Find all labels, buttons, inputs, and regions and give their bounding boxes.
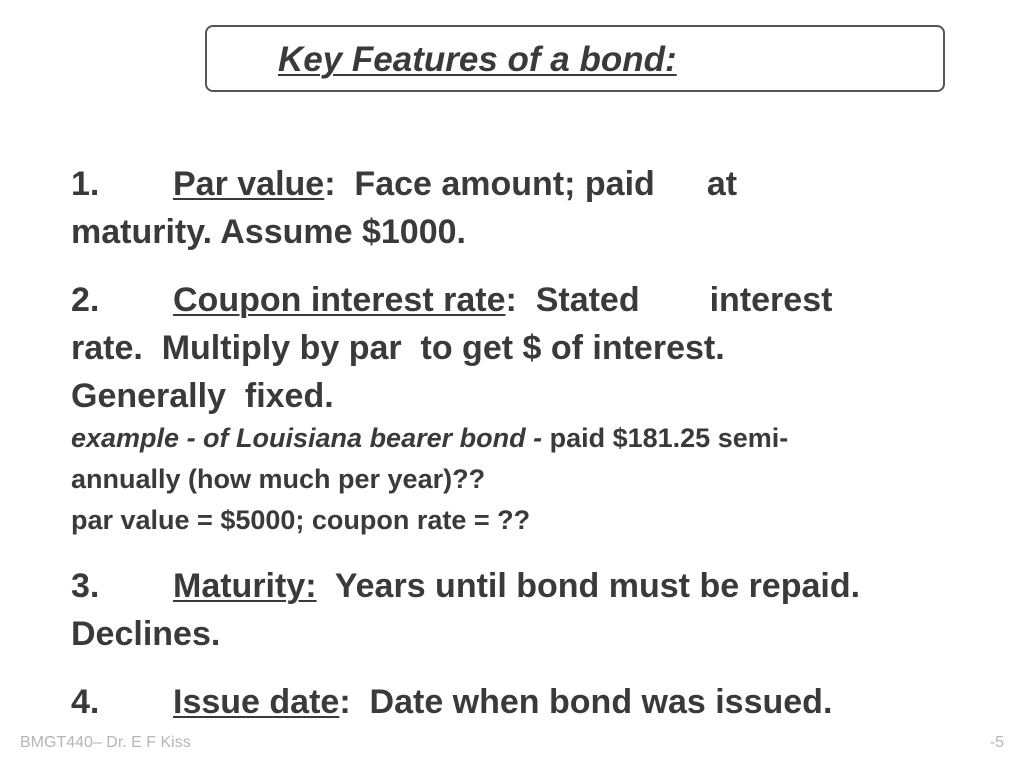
item-text: Years until bond must be repaid. xyxy=(316,567,861,605)
feature-item-coupon-rate xyxy=(71,276,986,420)
item-term: Maturity: xyxy=(173,567,317,605)
example-lead: example - of Louisiana bearer bond - xyxy=(71,423,543,453)
item-text-end: interest xyxy=(709,281,833,319)
example-line xyxy=(71,418,991,459)
feature-line xyxy=(71,276,986,324)
feature-item-maturity xyxy=(71,562,986,658)
example-line: par value = $5000; coupon rate = ?? xyxy=(71,505,531,535)
item-number: 4. xyxy=(71,683,100,721)
item-text: : Date when bond was issued. xyxy=(339,683,833,721)
bond-example xyxy=(71,418,991,541)
example-rest: paid $181.25 semi- xyxy=(542,423,789,453)
item-term: Issue date xyxy=(173,683,340,721)
feature-line xyxy=(71,562,986,610)
item-number: 3. xyxy=(71,567,100,605)
footer-course-label: BMGT440– Dr. E F Kiss xyxy=(20,734,191,751)
feature-line: Declines. xyxy=(71,615,221,653)
feature-line: rate. Multiply by par to get $ of interest. xyxy=(71,329,725,367)
feature-item-par-value xyxy=(71,160,986,256)
item-term: Coupon interest rate xyxy=(173,281,506,319)
example-line: annually (how much per year)?? xyxy=(71,464,486,494)
item-text: : Face amount; paid xyxy=(324,165,655,203)
item-number: 1. xyxy=(71,165,100,203)
feature-item-issue-date xyxy=(71,678,986,726)
feature-line xyxy=(71,160,986,208)
item-number: 2. xyxy=(71,281,100,319)
feature-line: Generally fixed. xyxy=(71,377,334,415)
feature-line: maturity. Assume $1000. xyxy=(71,213,466,251)
slide-title: Key Features of a bond: xyxy=(278,40,677,79)
feature-line xyxy=(71,678,986,726)
footer-page-number: -5 xyxy=(989,734,1004,751)
item-text-end: at xyxy=(706,165,738,203)
item-term: Par value xyxy=(173,165,325,203)
item-text: : Stated xyxy=(505,281,640,319)
